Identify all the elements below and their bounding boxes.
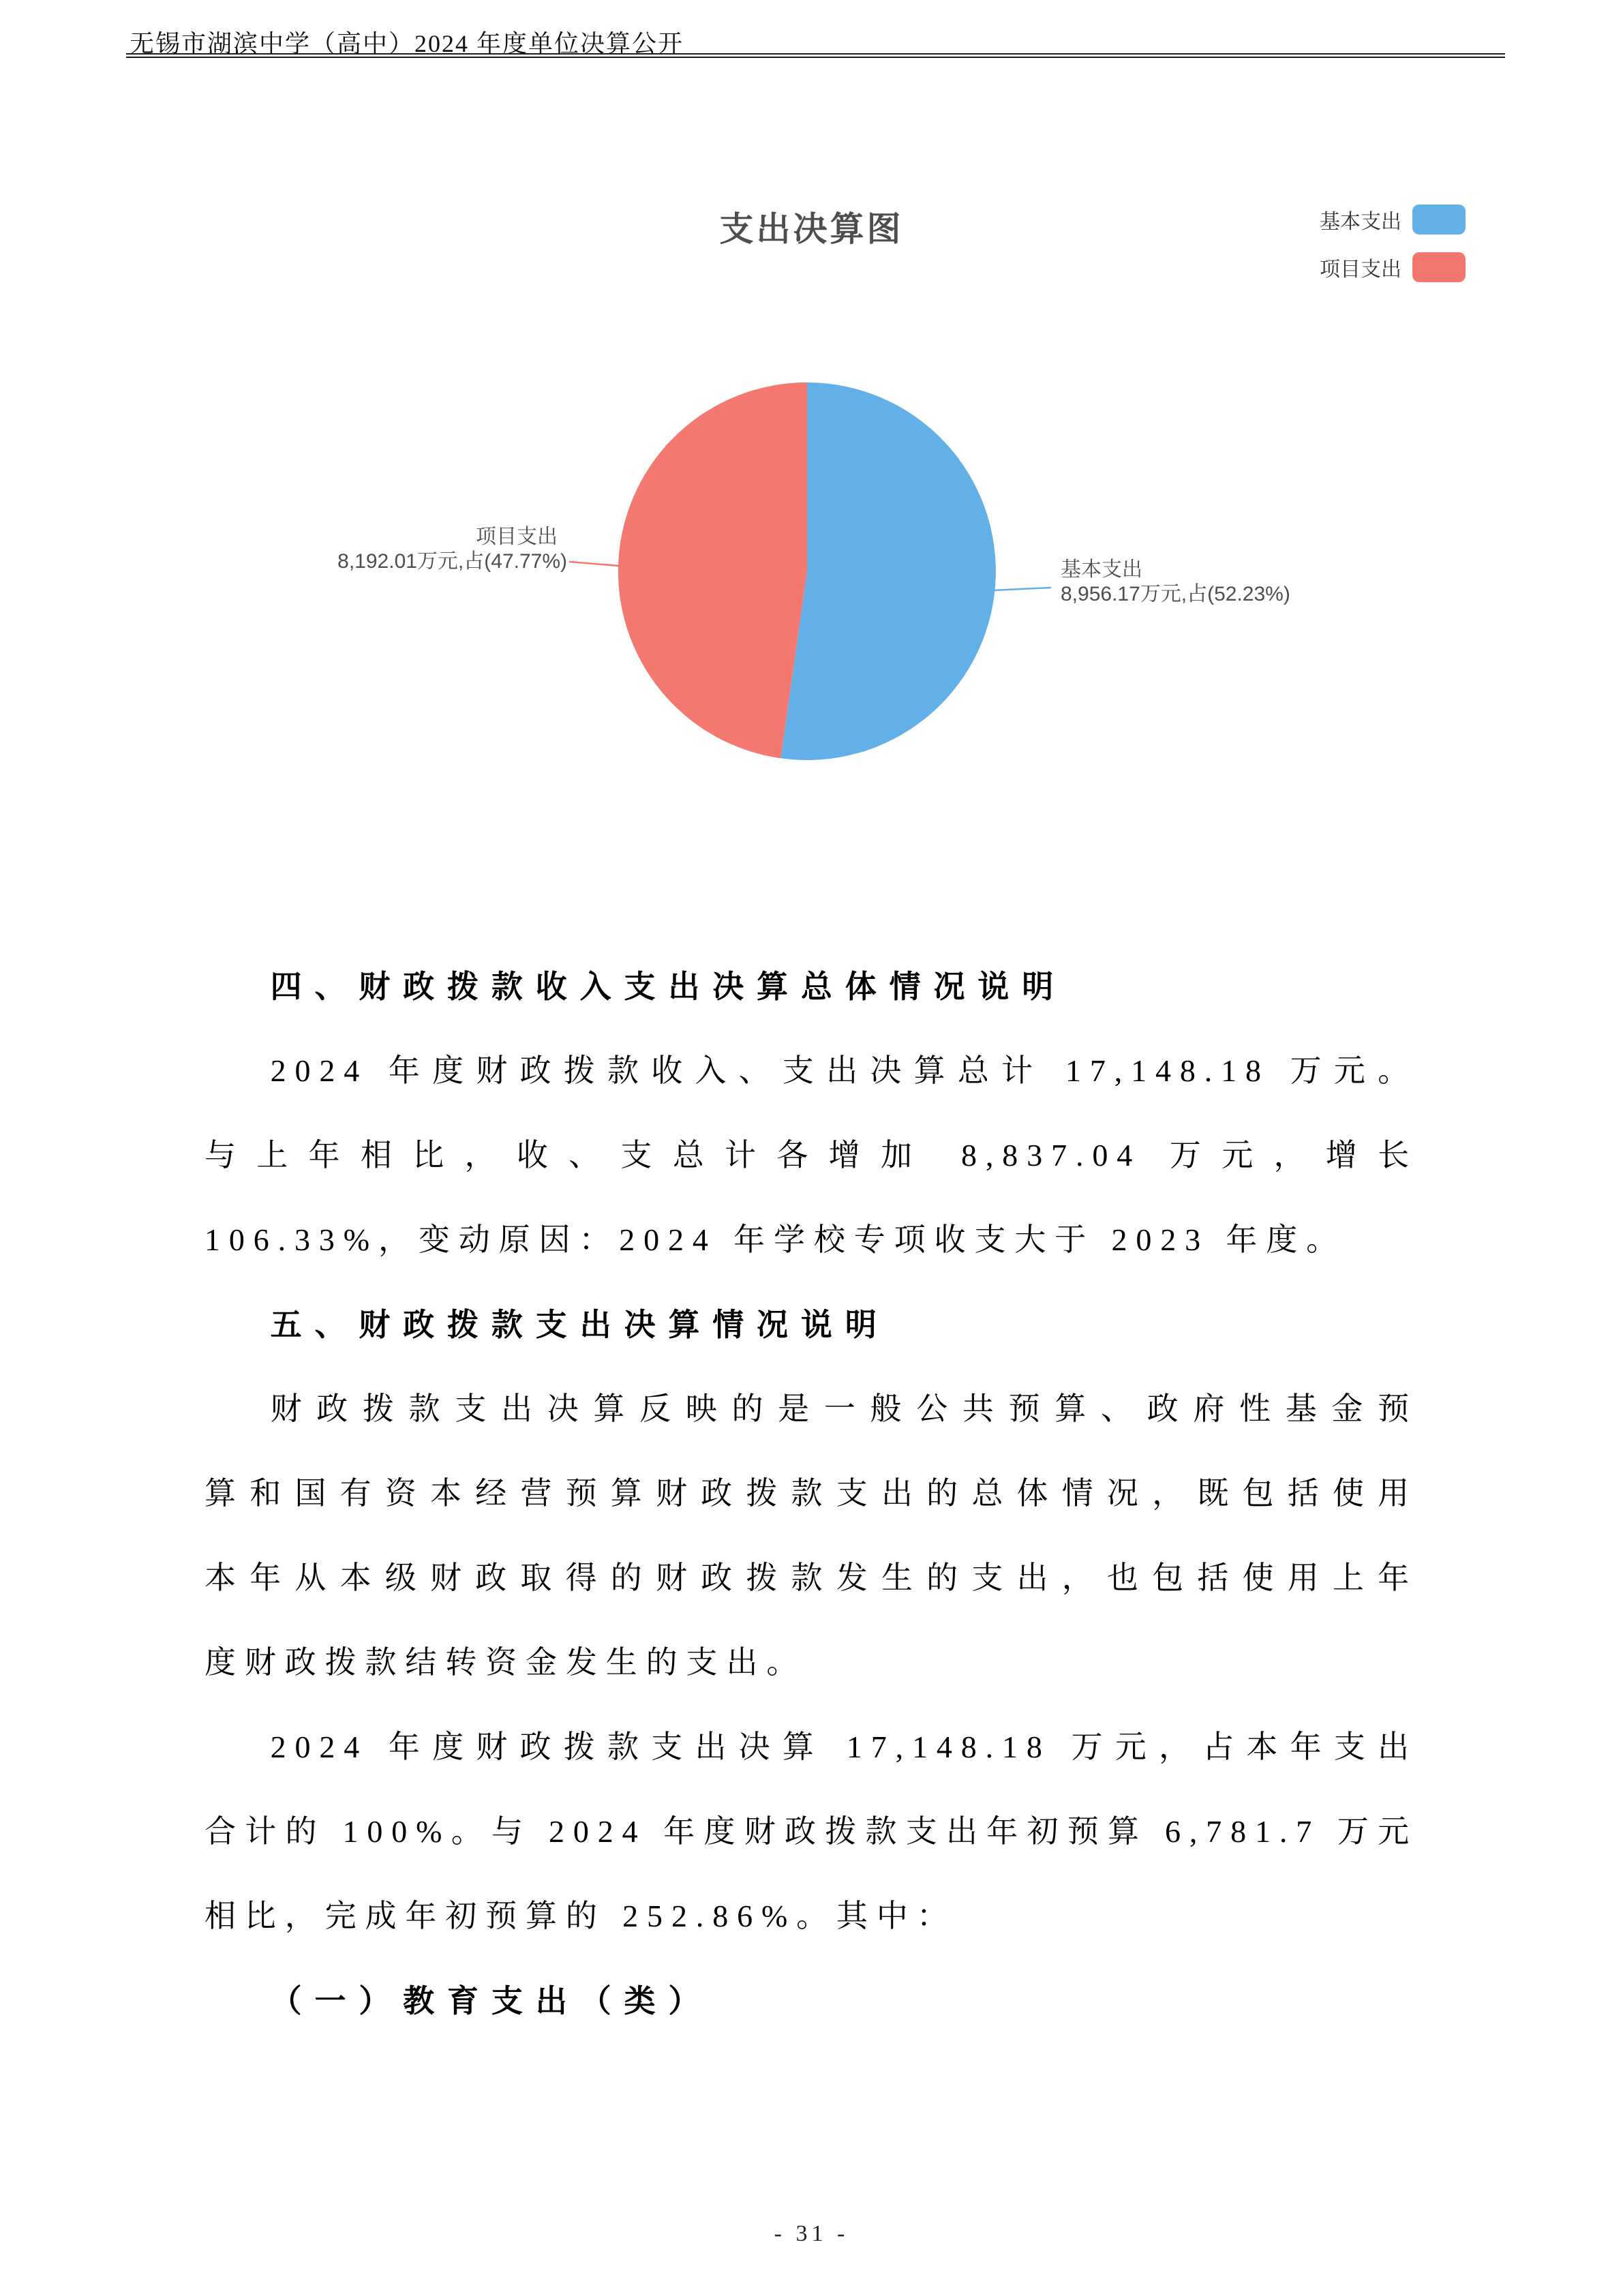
section-heading: 四、财政拨款收入支出决算总体情况说明	[270, 969, 1067, 1004]
body-line: 与上年相比，收、支总计各增加 8,837.04 万元，增长	[204, 1138, 1418, 1173]
header-divider-rule	[126, 53, 1505, 58]
legend-label-basic: 基本支出	[1320, 211, 1401, 233]
pie-label-basic-name: 基本支出	[1061, 558, 1142, 581]
chart-title: 支出决算图	[719, 210, 904, 248]
leader-line-basic	[992, 588, 1051, 590]
body-line: 财政拨款支出决算反映的是一般公共预算、政府性基金预	[270, 1391, 1418, 1426]
legend-item-basic	[1268, 205, 1466, 235]
pie-label-basic-value: 8,956.17万元,占(52.23%)	[1061, 583, 1290, 605]
legend-swatch-project	[1412, 252, 1466, 282]
pie-label-project-value: 8,192.01万元,占(47.77%)	[337, 550, 567, 573]
body-line: 合计的 100%。与 2024 年度财政拨款支出年初预算 6,781.7 万元	[204, 1814, 1418, 1849]
body-line: 算和国有资本经营预算财政拨款支出的总体情况，既包括使用	[204, 1476, 1418, 1511]
document-header-title: 无锡市湖滨中学（高中）2024 年度单位决算公开	[130, 30, 684, 57]
page-number: - 31 -	[774, 2221, 849, 2246]
body-line: 106.33%，变动原因：2024 年学校专项收支大于 2023 年度。	[204, 1222, 1346, 1257]
body-line: 2024 年度财政拨款收入、支出决算总计 17,148.18 万元。	[270, 1053, 1418, 1088]
section-heading: 五、财政拨款支出决算情况说明	[270, 1307, 890, 1342]
legend-swatch-basic	[1412, 205, 1466, 235]
body-line: 相比，完成年初预算的 252.86%。其中：	[204, 1899, 957, 1933]
pie-slice-basic	[780, 382, 996, 760]
chart-legend	[1268, 205, 1466, 300]
legend-item-project	[1268, 252, 1466, 282]
pie-label-project	[293, 525, 567, 574]
pie-label-basic	[1061, 558, 1290, 607]
body-line: 2024 年度财政拨款支出决算 17,148.18 万元，占本年支出	[270, 1729, 1418, 1764]
leader-line-project	[569, 562, 619, 566]
body-line: 本年从本级财政取得的财政拨款发生的支出，也包括使用上年	[204, 1560, 1418, 1595]
pie-label-project-name: 项目支出	[476, 526, 558, 548]
body-line: 度财政拨款结转资金发生的支出。	[204, 1645, 807, 1680]
legend-label-project: 项目支出	[1320, 258, 1401, 281]
body-text-block	[204, 944, 1418, 2043]
section-heading: （一）教育支出（类）	[270, 1983, 713, 2019]
pie-slice-project	[618, 382, 807, 758]
